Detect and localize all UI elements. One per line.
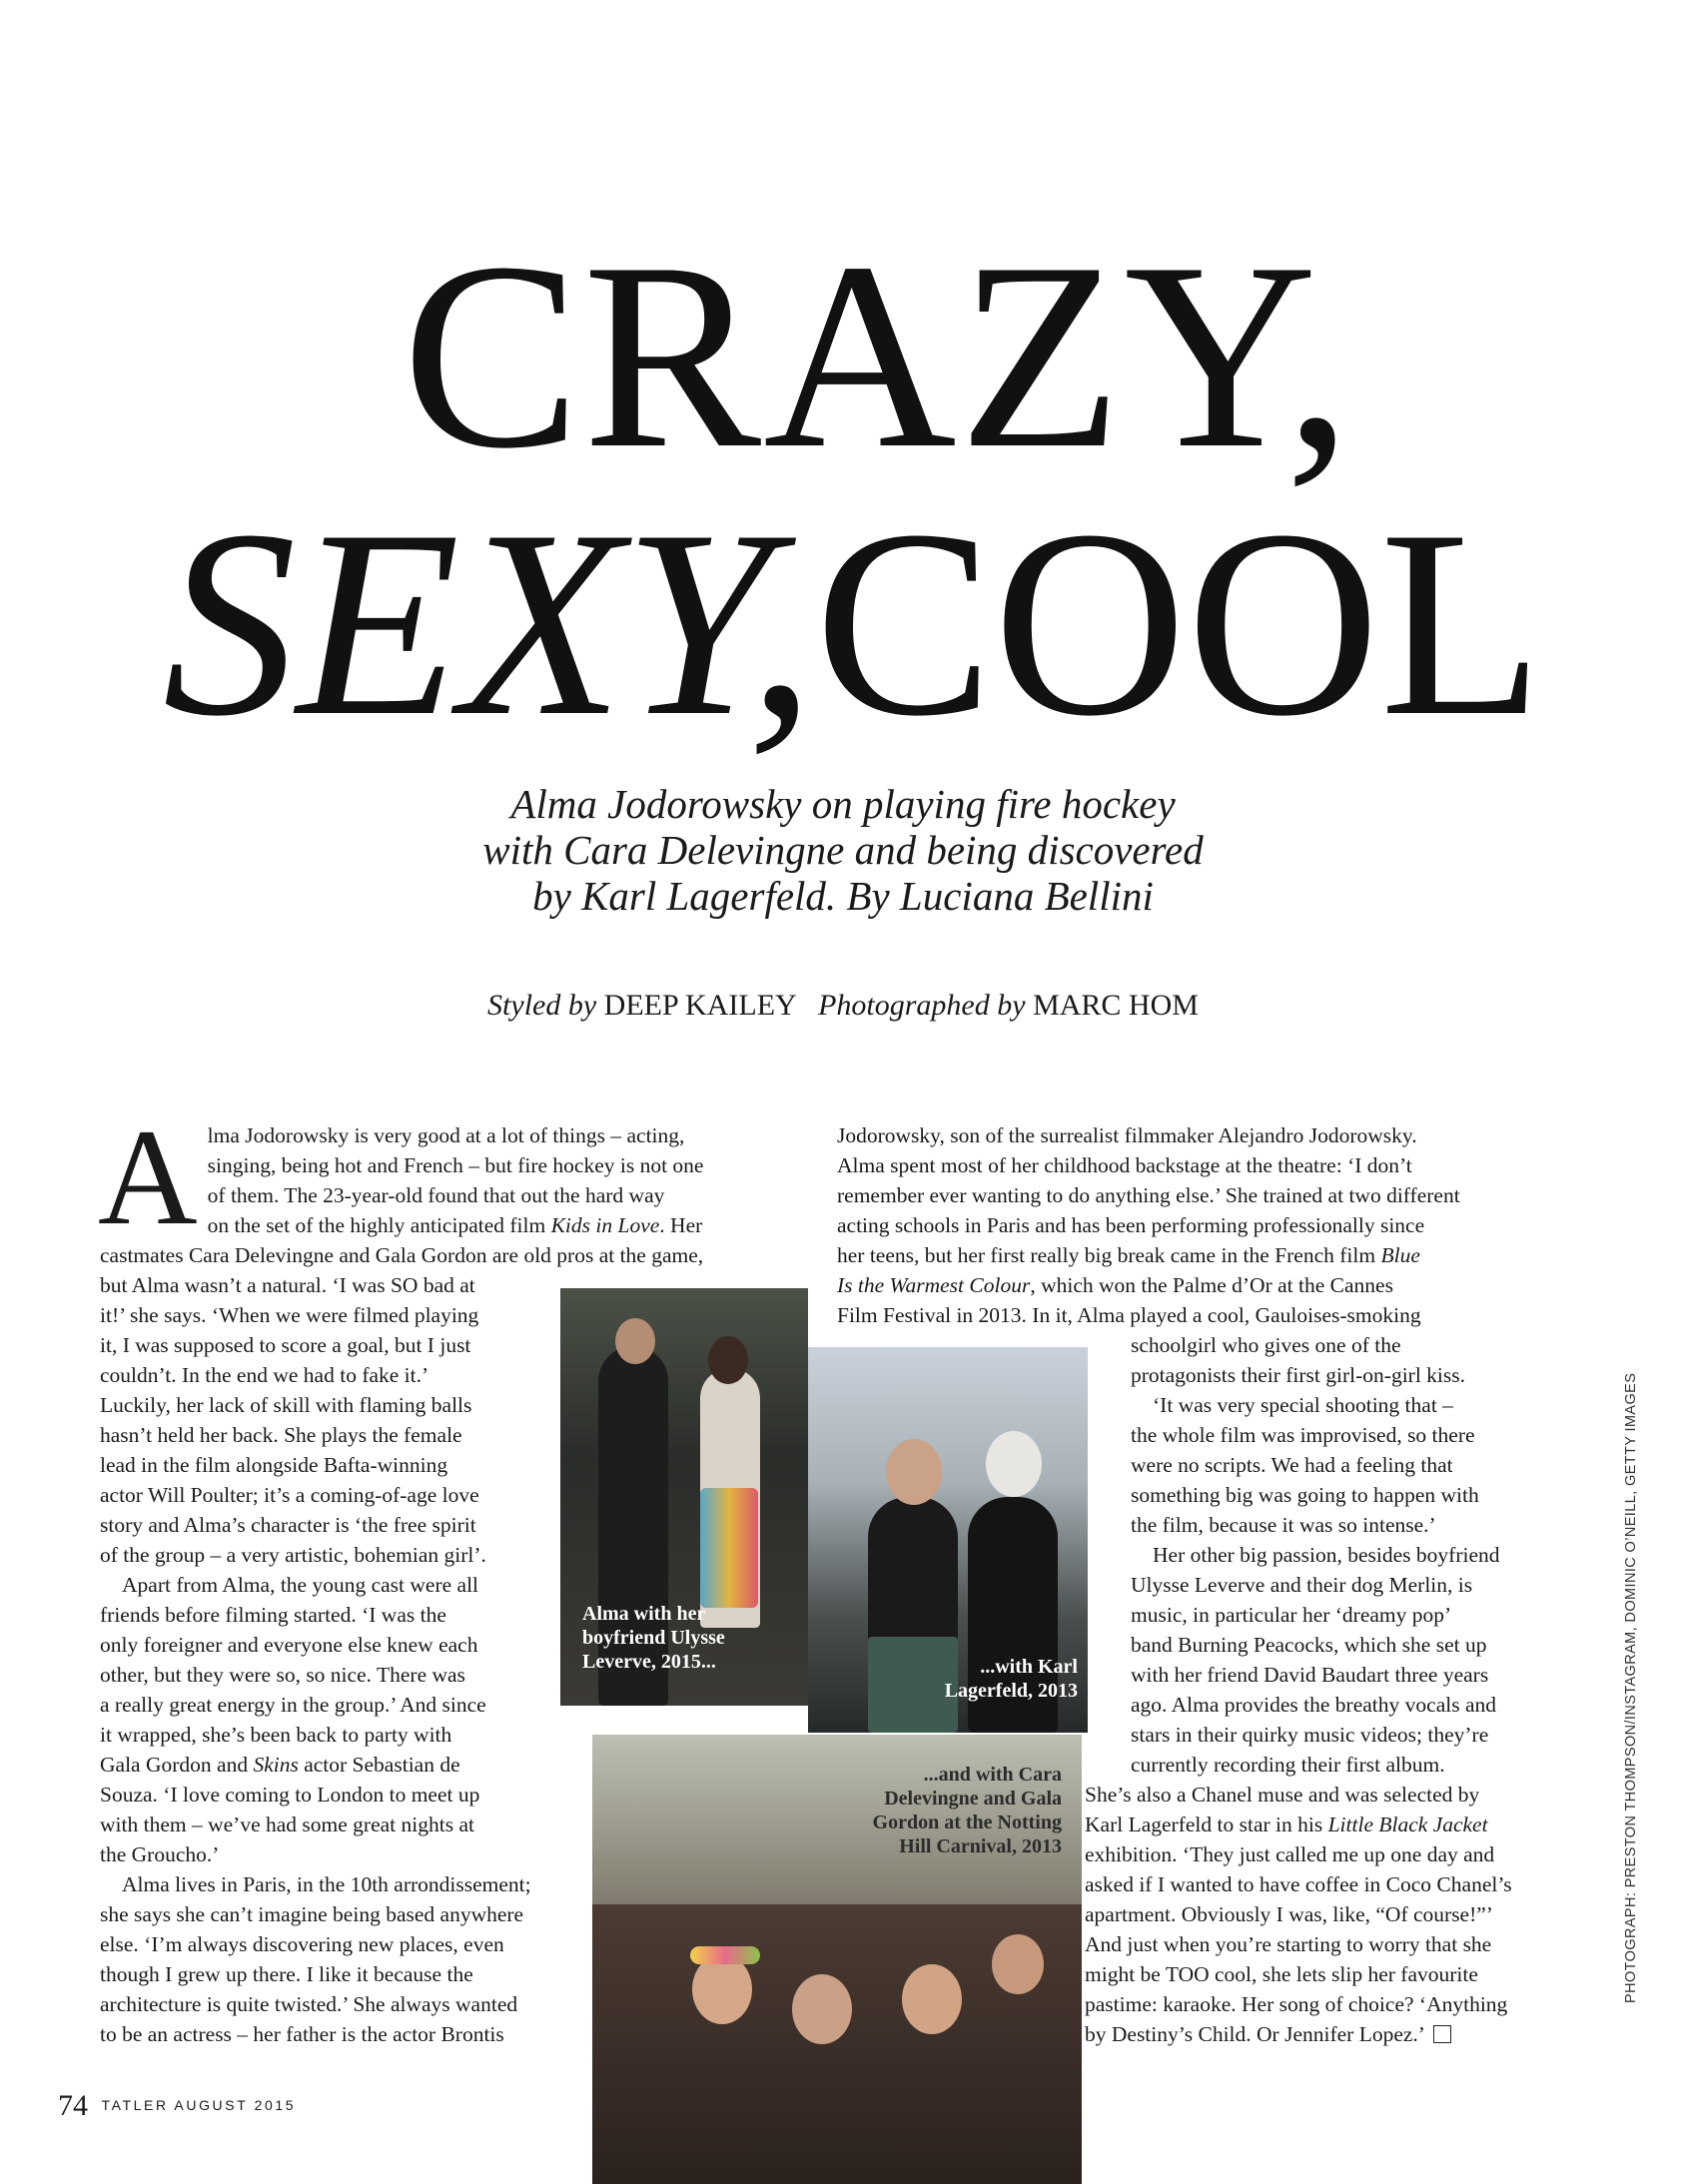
text-line: on the set of the highly anticipated film Kids in Love. Her bbox=[207, 1213, 703, 1237]
caption-photo-1: Alma with her boyfriend Ulysse Leverve, 2015... bbox=[582, 1603, 725, 1673]
text-line: music, in particular her ‘dreamy pop’ bbox=[1131, 1603, 1452, 1627]
text-line: actor Will Poulter; it’s a coming-of-age love bbox=[100, 1483, 479, 1507]
text-line: currently recording their first album. bbox=[1131, 1753, 1445, 1777]
text-line: architecture is quite twisted.’ She always wanted bbox=[100, 1992, 518, 2016]
text-line: Apart from Alma, the young cast were all bbox=[122, 1573, 479, 1597]
text-line: protagonists their first girl-on-girl kiss. bbox=[1131, 1363, 1466, 1387]
text-line: exhibition. ‘They just called me up one day and bbox=[1085, 1842, 1495, 1866]
text-line: of them. The 23-year-old found that out the hard way bbox=[207, 1183, 665, 1207]
text-line: lead in the film alongside Bafta-winning bbox=[100, 1453, 448, 1477]
text-line: it!’ she says. ‘When we were filmed playing bbox=[100, 1303, 479, 1327]
photographer-name: MARC HOM bbox=[1033, 989, 1199, 1022]
text-line: her teens, but her first really big break came in the French film Blue bbox=[837, 1243, 1420, 1267]
photo-credit-vertical: PHOTOGRAPH: PRESTON THOMPSON/INSTAGRAM, DOMINIC O’NEILL, GETTY IMAGES bbox=[1623, 1372, 1639, 2003]
page-footer bbox=[58, 2089, 296, 2123]
text-line: castmates Cara Delevingne and Gala Gordon are old pros at the game, bbox=[100, 1243, 704, 1267]
stylist-name: DEEP KAILEY bbox=[603, 989, 796, 1022]
text-line: it wrapped, she’s been back to party with bbox=[100, 1723, 452, 1747]
standfirst-line: with Cara Delevingne and being discovered bbox=[482, 827, 1204, 873]
text-line: something big was going to happen with bbox=[1131, 1483, 1479, 1507]
text-line: she says she can’t imagine being based anywhere bbox=[100, 1902, 524, 1926]
text-line: the Groucho.’ bbox=[100, 1842, 220, 1866]
text-line: remember ever wanting to do anything else.’ She trained at two different bbox=[837, 1183, 1460, 1207]
headline-word-sexy: SEXY, bbox=[162, 474, 815, 771]
text-line: couldn’t. In the end we had to fake it.’ bbox=[100, 1363, 429, 1387]
text-line: Gala Gordon and Skins actor Sebastian de bbox=[100, 1753, 460, 1777]
text-line: acting schools in Paris and has been performing professionally since bbox=[837, 1213, 1425, 1237]
headline-line-2 bbox=[0, 474, 1686, 771]
text-line: And just when you’re starting to worry that she bbox=[1085, 1932, 1492, 1956]
caption-photo-3: ...and with Cara Delevingne and Gala Gordon at the Notting Hill Carnival, 2013 bbox=[872, 1764, 1062, 1857]
text-line: Her other big passion, besides boyfriend bbox=[1153, 1543, 1500, 1567]
page-number: 74 bbox=[58, 2089, 88, 2122]
text-line: of the group – a very artistic, bohemian girl’. bbox=[100, 1543, 486, 1567]
text-line: else. ‘I’m always discovering new places, even bbox=[100, 1932, 504, 1956]
text-line: schoolgirl who gives one of the bbox=[1131, 1333, 1401, 1357]
text-line: by Destiny’s Child. Or Jennifer Lopez.’ bbox=[837, 2019, 1556, 2049]
text-line: might be TOO cool, she lets slip her favourite bbox=[1085, 1962, 1478, 1986]
text-line: the film, because it was so intense.’ bbox=[1131, 1513, 1436, 1537]
end-mark-icon bbox=[1433, 2025, 1451, 2043]
photographed-by-label: Photographed by bbox=[818, 989, 1026, 1022]
text-line: She’s also a Chanel muse and was selected by bbox=[1085, 1783, 1480, 1807]
text-line: the whole film was improvised, so there bbox=[1131, 1423, 1475, 1447]
text-line: ‘It was very special shooting that – bbox=[1153, 1393, 1453, 1417]
headline-word-cool: COOL bbox=[814, 474, 1544, 771]
text-line: Alma spent most of her childhood backstage at the theatre: ‘I don’t bbox=[837, 1153, 1412, 1177]
byline-credits bbox=[0, 989, 1686, 1023]
text-line: apartment. Obviously I was, like, “Of course!”’ bbox=[1085, 1902, 1493, 1926]
text-line: a really great energy in the group.’ And since bbox=[100, 1693, 486, 1717]
text-line: lma Jodorowsky is very good at a lot of things – acting, bbox=[207, 1123, 685, 1147]
text-line: only foreigner and everyone else knew each bbox=[100, 1633, 478, 1657]
text-line: singing, being hot and French – but fire hockey is not one bbox=[207, 1153, 704, 1177]
text-line: friends before filming started. ‘I was the bbox=[100, 1603, 446, 1627]
publication-issue: TATLER AUGUST 2015 bbox=[101, 2097, 297, 2113]
styled-by-label: Styled by bbox=[487, 989, 597, 1022]
article-column-2 bbox=[837, 1120, 1556, 2049]
text-line: Film Festival in 2013. In it, Alma played a cool, Gauloises-smoking bbox=[837, 1303, 1421, 1327]
text-line: ago. Alma provides the breathy vocals and bbox=[1131, 1693, 1496, 1717]
text-line: with her friend David Baudart three years bbox=[1131, 1663, 1489, 1687]
text-line: though I grew up there. I like it because the bbox=[100, 1962, 473, 1986]
standfirst-line: by Karl Lagerfeld. By Luciana Bellini bbox=[532, 873, 1154, 919]
text-line: other, but they were so, so nice. There was bbox=[100, 1663, 465, 1687]
text-line: story and Alma’s character is ‘the free spirit bbox=[100, 1513, 476, 1537]
text-line: Jodorowsky, son of the surrealist filmmaker Alejandro Jodorowsky. bbox=[837, 1123, 1417, 1147]
text-line: Luckily, her lack of skill with flaming balls bbox=[100, 1393, 472, 1417]
text-line: with them – we’ve had some great nights at bbox=[100, 1813, 474, 1836]
text-line: Ulysse Leverve and their dog Merlin, is bbox=[1131, 1573, 1473, 1597]
caption-photo-2: ...with Karl Lagerfeld, 2013 bbox=[944, 1656, 1078, 1702]
text-line: Is the Warmest Colour, which won the Palme d’Or at the Cannes bbox=[837, 1273, 1393, 1297]
text-line: but Alma wasn’t a natural. ‘I was SO bad at bbox=[100, 1273, 475, 1297]
text-line: band Burning Peacocks, which she set up bbox=[1131, 1633, 1487, 1657]
text-line: hasn’t held her back. She plays the female bbox=[100, 1423, 462, 1447]
text-line: Souza. ‘I love coming to London to meet up bbox=[100, 1783, 480, 1807]
text-line: pastime: karaoke. Her song of choice? ‘Anything bbox=[1085, 1992, 1508, 2016]
standfirst bbox=[0, 781, 1686, 919]
text-line: Alma lives in Paris, in the 10th arrondissement; bbox=[122, 1872, 531, 1896]
article-column-1 bbox=[98, 1100, 799, 2049]
text-line: it, I was supposed to score a goal, but I just bbox=[100, 1333, 471, 1357]
headline-line-1: CRAZY, bbox=[402, 207, 1354, 503]
text-line: were no scripts. We had a feeling that bbox=[1131, 1453, 1453, 1477]
text-line: Karl Lagerfeld to star in his Little Black Jacket bbox=[1085, 1813, 1488, 1836]
drop-cap: A bbox=[98, 1100, 198, 1253]
text-line: asked if I wanted to have coffee in Coco Chanel’s bbox=[1085, 1872, 1512, 1896]
text-line: to be an actress – her father is the actor Brontis bbox=[100, 2022, 504, 2046]
text-line: stars in their quirky music videos; they’re bbox=[1131, 1723, 1489, 1747]
standfirst-line: Alma Jodorowsky on playing fire hockey bbox=[510, 781, 1176, 827]
